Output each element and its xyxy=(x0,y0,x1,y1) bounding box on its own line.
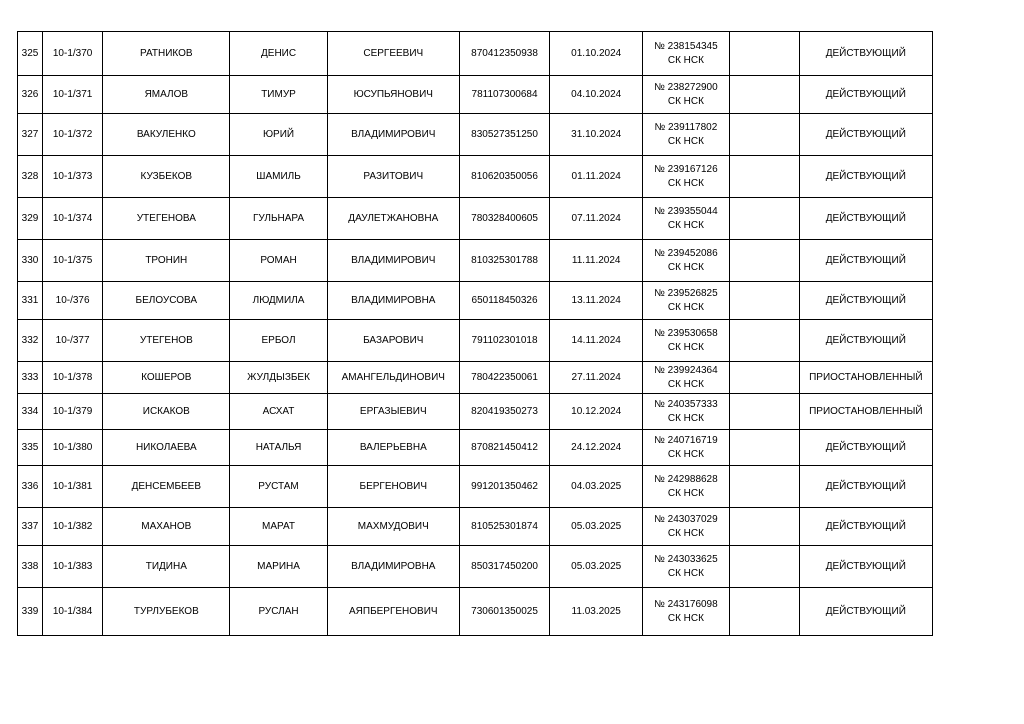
middle-name-cell: ВЛАДИМИРОВНА xyxy=(327,282,459,320)
policy-cell xyxy=(643,114,729,156)
empty-cell xyxy=(729,198,799,240)
registration-number-cell: 10-/377 xyxy=(43,320,103,362)
middle-name-cell: ДАУЛЕТЖАНОВНА xyxy=(327,198,459,240)
last-name-cell: КОШЕРОВ xyxy=(103,362,230,394)
first-name-cell: АСХАТ xyxy=(230,394,327,430)
iin-cell: 991201350462 xyxy=(459,466,549,508)
policy-cell xyxy=(643,198,729,240)
status-cell: ДЕЙСТВУЮЩИЙ xyxy=(799,114,932,156)
policy-cell xyxy=(643,282,729,320)
registration-number-cell: 10-1/371 xyxy=(43,76,103,114)
insurer-name: СК НСК xyxy=(667,448,704,460)
empty-cell xyxy=(729,508,799,546)
status-cell: ДЕЙСТВУЮЩИЙ xyxy=(799,588,932,636)
policy-number: № 240716719 xyxy=(654,434,718,446)
iin-cell: 810525301874 xyxy=(459,508,549,546)
status-cell: ДЕЙСТВУЮЩИЙ xyxy=(799,320,932,362)
date-cell: 04.03.2025 xyxy=(550,466,643,508)
insurer-name: СК НСК xyxy=(667,177,704,189)
status-cell: ДЕЙСТВУЮЩИЙ xyxy=(799,32,932,76)
first-name-cell: РОМАН xyxy=(230,240,327,282)
first-name-cell: РУСТАМ xyxy=(230,466,327,508)
empty-cell xyxy=(729,588,799,636)
date-cell: 11.03.2025 xyxy=(550,588,643,636)
status-cell: ДЕЙСТВУЮЩИЙ xyxy=(799,508,932,546)
empty-cell xyxy=(729,76,799,114)
policy-number: № 239355044 xyxy=(654,205,718,217)
policy-cell xyxy=(643,240,729,282)
iin-cell: 781107300684 xyxy=(459,76,549,114)
iin-cell: 830527351250 xyxy=(459,114,549,156)
insurer-name: СК НСК xyxy=(667,95,704,107)
first-name-cell: ЛЮДМИЛА xyxy=(230,282,327,320)
policy-cell xyxy=(643,546,729,588)
last-name-cell: РАТНИКОВ xyxy=(103,32,230,76)
iin-cell: 810325301788 xyxy=(459,240,549,282)
insurer-name: СК НСК xyxy=(667,219,704,231)
table-row xyxy=(18,32,933,76)
date-cell: 07.11.2024 xyxy=(550,198,643,240)
table-row xyxy=(18,282,933,320)
table-row xyxy=(18,430,933,466)
registration-number-cell: 10-1/384 xyxy=(43,588,103,636)
policy-cell xyxy=(643,76,729,114)
table-row xyxy=(18,466,933,508)
registration-number-cell: 10-1/383 xyxy=(43,546,103,588)
policy-cell xyxy=(643,320,729,362)
status-cell: ДЕЙСТВУЮЩИЙ xyxy=(799,546,932,588)
insurer-name: СК НСК xyxy=(667,54,704,66)
policy-cell xyxy=(643,394,729,430)
first-name-cell: МАРАТ xyxy=(230,508,327,546)
registration-number-cell: 10-1/372 xyxy=(43,114,103,156)
first-name-cell: НАТАЛЬЯ xyxy=(230,430,327,466)
table-row xyxy=(18,362,933,394)
insurer-name: СК НСК xyxy=(667,135,704,147)
status-cell: ДЕЙСТВУЮЩИЙ xyxy=(799,240,932,282)
policy-cell xyxy=(643,362,729,394)
policy-number: № 239526825 xyxy=(654,287,718,299)
policy-number: № 243037029 xyxy=(654,513,718,525)
empty-cell xyxy=(729,430,799,466)
policy-number: № 238272900 xyxy=(654,81,718,93)
status-cell: ДЕЙСТВУЮЩИЙ xyxy=(799,282,932,320)
policy-cell xyxy=(643,430,729,466)
status-cell: ДЕЙСТВУЮЩИЙ xyxy=(799,76,932,114)
registration-number-cell: 10-1/370 xyxy=(43,32,103,76)
policy-number: № 238154345 xyxy=(654,40,718,52)
date-cell: 10.12.2024 xyxy=(550,394,643,430)
table-row xyxy=(18,508,933,546)
empty-cell xyxy=(729,156,799,198)
row-number-cell: 337 xyxy=(18,508,43,546)
insurer-name: СК НСК xyxy=(667,612,704,624)
iin-cell: 870821450412 xyxy=(459,430,549,466)
registration-number-cell: 10-1/381 xyxy=(43,466,103,508)
policy-cell xyxy=(643,588,729,636)
empty-cell xyxy=(729,282,799,320)
registry-table-body xyxy=(18,32,933,636)
iin-cell: 820419350273 xyxy=(459,394,549,430)
table-row xyxy=(18,198,933,240)
row-number-cell: 338 xyxy=(18,546,43,588)
last-name-cell: ИСКАКОВ xyxy=(103,394,230,430)
empty-cell xyxy=(729,114,799,156)
iin-cell: 850317450200 xyxy=(459,546,549,588)
middle-name-cell: ВЛАДИМИРОВНА xyxy=(327,546,459,588)
last-name-cell: БЕЛОУСОВА xyxy=(103,282,230,320)
last-name-cell: УТЕГЕНОВА xyxy=(103,198,230,240)
middle-name-cell: РАЗИТОВИЧ xyxy=(327,156,459,198)
middle-name-cell: ЕРГАЗЫЕВИЧ xyxy=(327,394,459,430)
policy-number: № 243033625 xyxy=(654,553,718,565)
table-row xyxy=(18,76,933,114)
first-name-cell: ГУЛЬНАРА xyxy=(230,198,327,240)
last-name-cell: НИКОЛАЕВА xyxy=(103,430,230,466)
registration-number-cell: 10-1/374 xyxy=(43,198,103,240)
table-row xyxy=(18,156,933,198)
insurer-name: СК НСК xyxy=(667,261,704,273)
row-number-cell: 329 xyxy=(18,198,43,240)
row-number-cell: 334 xyxy=(18,394,43,430)
row-number-cell: 328 xyxy=(18,156,43,198)
date-cell: 01.11.2024 xyxy=(550,156,643,198)
date-cell: 14.11.2024 xyxy=(550,320,643,362)
row-number-cell: 326 xyxy=(18,76,43,114)
policy-number: № 242988628 xyxy=(654,473,718,485)
policy-number: № 240357333 xyxy=(654,398,718,410)
status-cell: ДЕЙСТВУЮЩИЙ xyxy=(799,198,932,240)
empty-cell xyxy=(729,320,799,362)
registry-table xyxy=(17,31,933,636)
status-cell: ДЕЙСТВУЮЩИЙ xyxy=(799,466,932,508)
date-cell: 04.10.2024 xyxy=(550,76,643,114)
first-name-cell: ШАМИЛЬ xyxy=(230,156,327,198)
registration-number-cell: 10-1/373 xyxy=(43,156,103,198)
row-number-cell: 325 xyxy=(18,32,43,76)
empty-cell xyxy=(729,466,799,508)
table-row xyxy=(18,546,933,588)
iin-cell: 791102301018 xyxy=(459,320,549,362)
iin-cell: 780328400605 xyxy=(459,198,549,240)
policy-cell xyxy=(643,156,729,198)
date-cell: 11.11.2024 xyxy=(550,240,643,282)
last-name-cell: ЯМАЛОВ xyxy=(103,76,230,114)
middle-name-cell: ЮСУПЬЯНОВИЧ xyxy=(327,76,459,114)
last-name-cell: ДЕНСЕМБЕЕВ xyxy=(103,466,230,508)
first-name-cell: ДЕНИС xyxy=(230,32,327,76)
insurer-name: СК НСК xyxy=(667,378,704,390)
date-cell: 01.10.2024 xyxy=(550,32,643,76)
status-cell: ДЕЙСТВУЮЩИЙ xyxy=(799,156,932,198)
first-name-cell: ТИМУР xyxy=(230,76,327,114)
iin-cell: 870412350938 xyxy=(459,32,549,76)
empty-cell xyxy=(729,546,799,588)
insurer-name: СК НСК xyxy=(667,341,704,353)
table-row xyxy=(18,240,933,282)
table-row xyxy=(18,394,933,430)
middle-name-cell: БЕРГЕНОВИЧ xyxy=(327,466,459,508)
row-number-cell: 330 xyxy=(18,240,43,282)
date-cell: 05.03.2025 xyxy=(550,546,643,588)
last-name-cell: УТЕГЕНОВ xyxy=(103,320,230,362)
middle-name-cell: АМАНГЕЛЬДИНОВИЧ xyxy=(327,362,459,394)
policy-number: № 239530658 xyxy=(654,327,718,339)
iin-cell: 650118450326 xyxy=(459,282,549,320)
date-cell: 31.10.2024 xyxy=(550,114,643,156)
row-number-cell: 333 xyxy=(18,362,43,394)
insurer-name: СК НСК xyxy=(667,527,704,539)
row-number-cell: 339 xyxy=(18,588,43,636)
last-name-cell: ТУРЛУБЕКОВ xyxy=(103,588,230,636)
table-row xyxy=(18,588,933,636)
date-cell: 13.11.2024 xyxy=(550,282,643,320)
status-cell: ПРИОСТАНОВЛЕННЫЙ xyxy=(799,394,932,430)
registration-number-cell: 10-1/378 xyxy=(43,362,103,394)
insurer-name: СК НСК xyxy=(667,412,704,424)
middle-name-cell: СЕРГЕЕВИЧ xyxy=(327,32,459,76)
empty-cell xyxy=(729,362,799,394)
iin-cell: 780422350061 xyxy=(459,362,549,394)
insurer-name: СК НСК xyxy=(667,487,704,499)
date-cell: 24.12.2024 xyxy=(550,430,643,466)
middle-name-cell: ВАЛЕРЬЕВНА xyxy=(327,430,459,466)
policy-cell xyxy=(643,32,729,76)
policy-number: № 239452086 xyxy=(654,247,718,259)
registration-number-cell: 10-1/375 xyxy=(43,240,103,282)
table-row xyxy=(18,114,933,156)
status-cell: ДЕЙСТВУЮЩИЙ xyxy=(799,430,932,466)
first-name-cell: МАРИНА xyxy=(230,546,327,588)
middle-name-cell: ВЛАДИМИРОВИЧ xyxy=(327,114,459,156)
row-number-cell: 332 xyxy=(18,320,43,362)
registration-number-cell: 10-1/382 xyxy=(43,508,103,546)
first-name-cell: ЮРИЙ xyxy=(230,114,327,156)
row-number-cell: 335 xyxy=(18,430,43,466)
policy-cell xyxy=(643,466,729,508)
empty-cell xyxy=(729,32,799,76)
registration-number-cell: 10-/376 xyxy=(43,282,103,320)
iin-cell: 730601350025 xyxy=(459,588,549,636)
middle-name-cell: АЯПБЕРГЕНОВИЧ xyxy=(327,588,459,636)
policy-number: № 239167126 xyxy=(654,163,718,175)
first-name-cell: ЕРБОЛ xyxy=(230,320,327,362)
policy-cell xyxy=(643,508,729,546)
policy-number: № 243176098 xyxy=(654,598,718,610)
policy-number: № 239117802 xyxy=(654,121,718,133)
status-cell: ПРИОСТАНОВЛЕННЫЙ xyxy=(799,362,932,394)
policy-number: № 239924364 xyxy=(654,364,718,376)
middle-name-cell: ВЛАДИМИРОВИЧ xyxy=(327,240,459,282)
registration-number-cell: 10-1/380 xyxy=(43,430,103,466)
last-name-cell: ТИДИНА xyxy=(103,546,230,588)
row-number-cell: 336 xyxy=(18,466,43,508)
insurer-name: СК НСК xyxy=(667,567,704,579)
empty-cell xyxy=(729,240,799,282)
last-name-cell: МАХАНОВ xyxy=(103,508,230,546)
middle-name-cell: МАХМУДОВИЧ xyxy=(327,508,459,546)
empty-cell xyxy=(729,394,799,430)
last-name-cell: КУЗБЕКОВ xyxy=(103,156,230,198)
iin-cell: 810620350056 xyxy=(459,156,549,198)
row-number-cell: 327 xyxy=(18,114,43,156)
middle-name-cell: БАЗАРОВИЧ xyxy=(327,320,459,362)
last-name-cell: ТРОНИН xyxy=(103,240,230,282)
date-cell: 05.03.2025 xyxy=(550,508,643,546)
row-number-cell: 331 xyxy=(18,282,43,320)
registration-number-cell: 10-1/379 xyxy=(43,394,103,430)
last-name-cell: ВАКУЛЕНКО xyxy=(103,114,230,156)
first-name-cell: ЖУЛДЫЗБЕК xyxy=(230,362,327,394)
table-row xyxy=(18,320,933,362)
first-name-cell: РУСЛАН xyxy=(230,588,327,636)
date-cell: 27.11.2024 xyxy=(550,362,643,394)
insurer-name: СК НСК xyxy=(667,301,704,313)
